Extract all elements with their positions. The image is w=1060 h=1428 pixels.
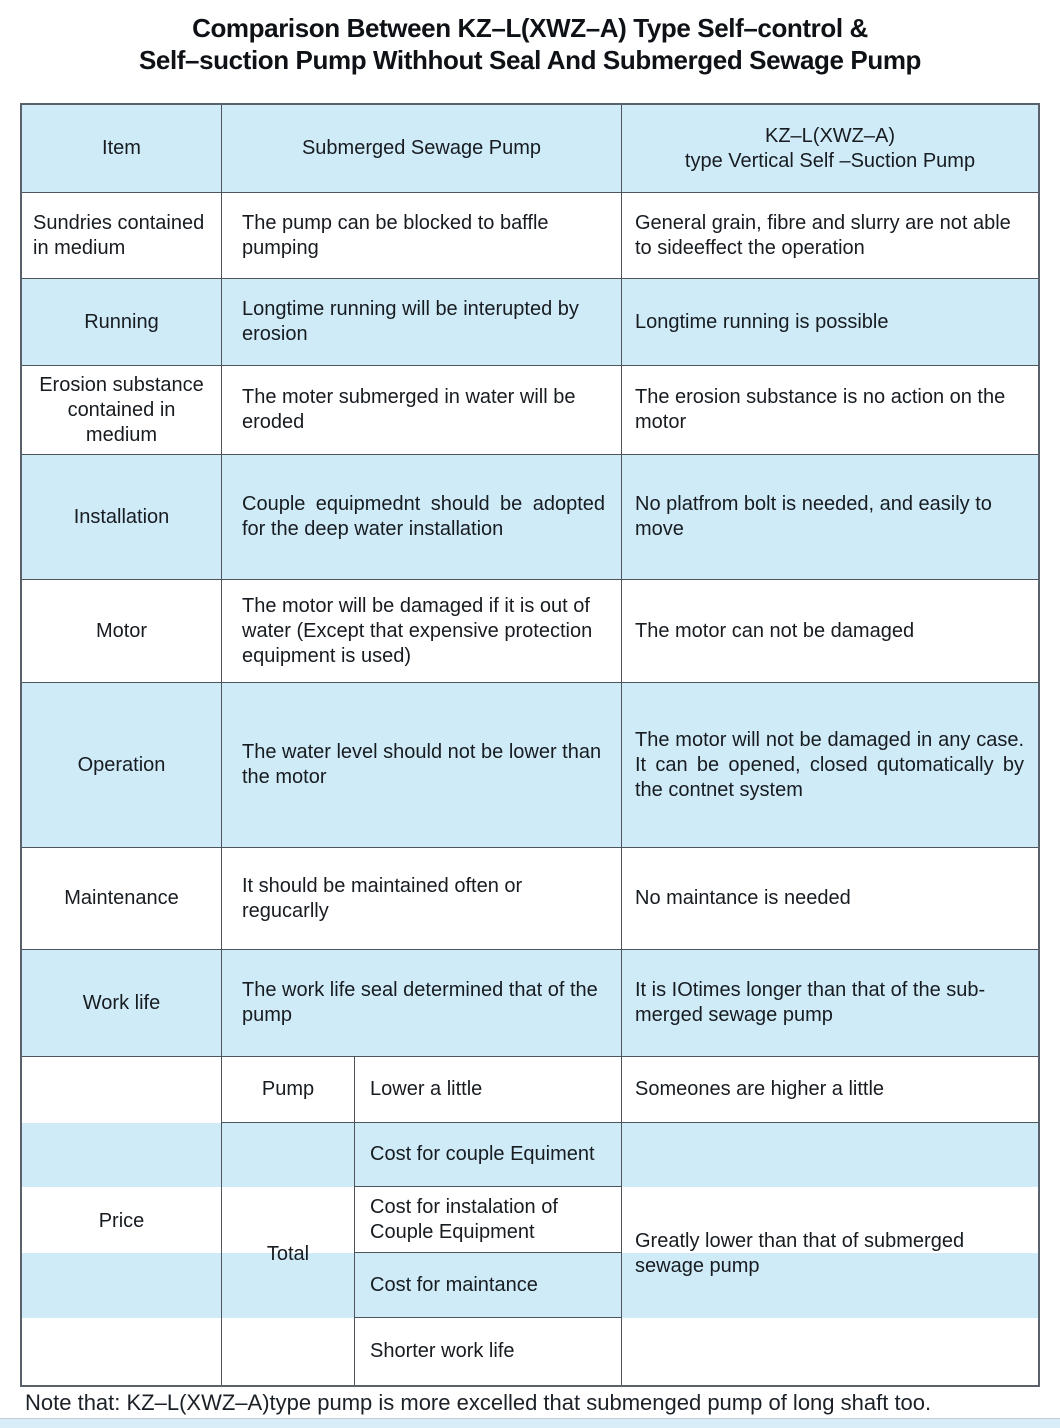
bottom-strip — [0, 1418, 1060, 1428]
price-cost-couple-equipment: Cost for couple Equiment — [355, 1123, 622, 1187]
row-operation-kzl: The motor will not be damaged in any case. It can be opened, closed qutomatically by the contnet system — [622, 683, 1038, 848]
row-maintenance-kzl: No maintance is needed — [622, 848, 1038, 950]
row-erosion-item: Erosion substance contained in medium — [22, 366, 222, 455]
row-maintenance-item: Maintenance — [22, 848, 222, 950]
row-erosion-submerged: The moter submerged in water will be eroded — [222, 366, 622, 455]
row-running-submerged: Longtime running will be interupted by erosion — [222, 279, 622, 366]
page-title — [0, 12, 1060, 76]
page-title-line1: Comparison Between KZ–L(XWZ–A) Type Self–control & — [192, 13, 868, 43]
row-worklife-item: Work life — [22, 950, 222, 1057]
row-sundries-item: Sundries contained in medium — [22, 193, 222, 279]
price-item-cell: Price — [22, 1057, 222, 1385]
header-submerged-pump: Submerged Sewage Pump — [222, 105, 622, 193]
row-maintenance-submerged: It should be maintained often or regucarlly — [222, 848, 622, 950]
row-worklife-submerged: The work life seal determined that of the pump — [222, 950, 622, 1057]
price-pump-kzl: Someones are higher a little — [622, 1057, 1038, 1123]
row-motor-item: Motor — [22, 580, 222, 683]
row-running-item: Running — [22, 279, 222, 366]
price-total-kzl: Greatly lower than that of submerged sewage pump — [622, 1123, 1038, 1385]
row-operation-submerged: The water level should not be lower than the motor — [222, 683, 622, 848]
header-item: Item — [22, 105, 222, 193]
row-erosion-kzl: The erosion substance is no action on the motor — [622, 366, 1038, 455]
comparison-table — [20, 103, 1040, 1387]
price-shorter-work-life: Shorter work life — [355, 1318, 622, 1385]
price-cost-installation: Cost for instalation of Couple Equipment — [355, 1187, 622, 1253]
row-motor-submerged: The motor will be damaged if it is out of water (Except that expensive protection equipment is used) — [222, 580, 622, 683]
price-pump-submerged: Lower a little — [355, 1057, 622, 1123]
price-pump-label: Pump — [222, 1057, 355, 1123]
header-kzl-line1: KZ–L(XWZ–A) — [764, 124, 896, 147]
price-cost-maintenance: Cost for maintance — [355, 1253, 622, 1318]
footnote: Note that: KZ–L(XWZ–A)type pump is more excelled that submenged pump of long shaft too. — [25, 1390, 932, 1415]
row-running-kzl: Longtime running is possible — [622, 279, 1038, 366]
header-kzl-line2: type Vertical Self –Suction Pump — [684, 149, 976, 172]
row-installation-kzl: No platfrom bolt is needed, and easily to move — [622, 455, 1038, 580]
row-installation-submerged: Couple equipmednt should be adopted for the deep water installation — [222, 455, 622, 580]
row-motor-kzl: The motor can not be damaged — [622, 580, 1038, 683]
row-sundries-kzl: General grain, fibre and slurry are not able to sideeffect the operation — [622, 193, 1038, 279]
price-total-label: Total — [222, 1123, 355, 1385]
page-title-line2: Self–suction Pump Withhout Seal And Submerged Sewage Pump — [138, 45, 922, 75]
row-operation-item: Operation — [22, 683, 222, 848]
row-worklife-kzl: It is IOtimes longer than that of the sub-merged sewage pump — [622, 950, 1038, 1057]
header-kzl-pump — [622, 105, 1038, 193]
row-sundries-submerged: The pump can be blocked to baffle pumping — [222, 193, 622, 279]
row-installation-item: Installation — [22, 455, 222, 580]
